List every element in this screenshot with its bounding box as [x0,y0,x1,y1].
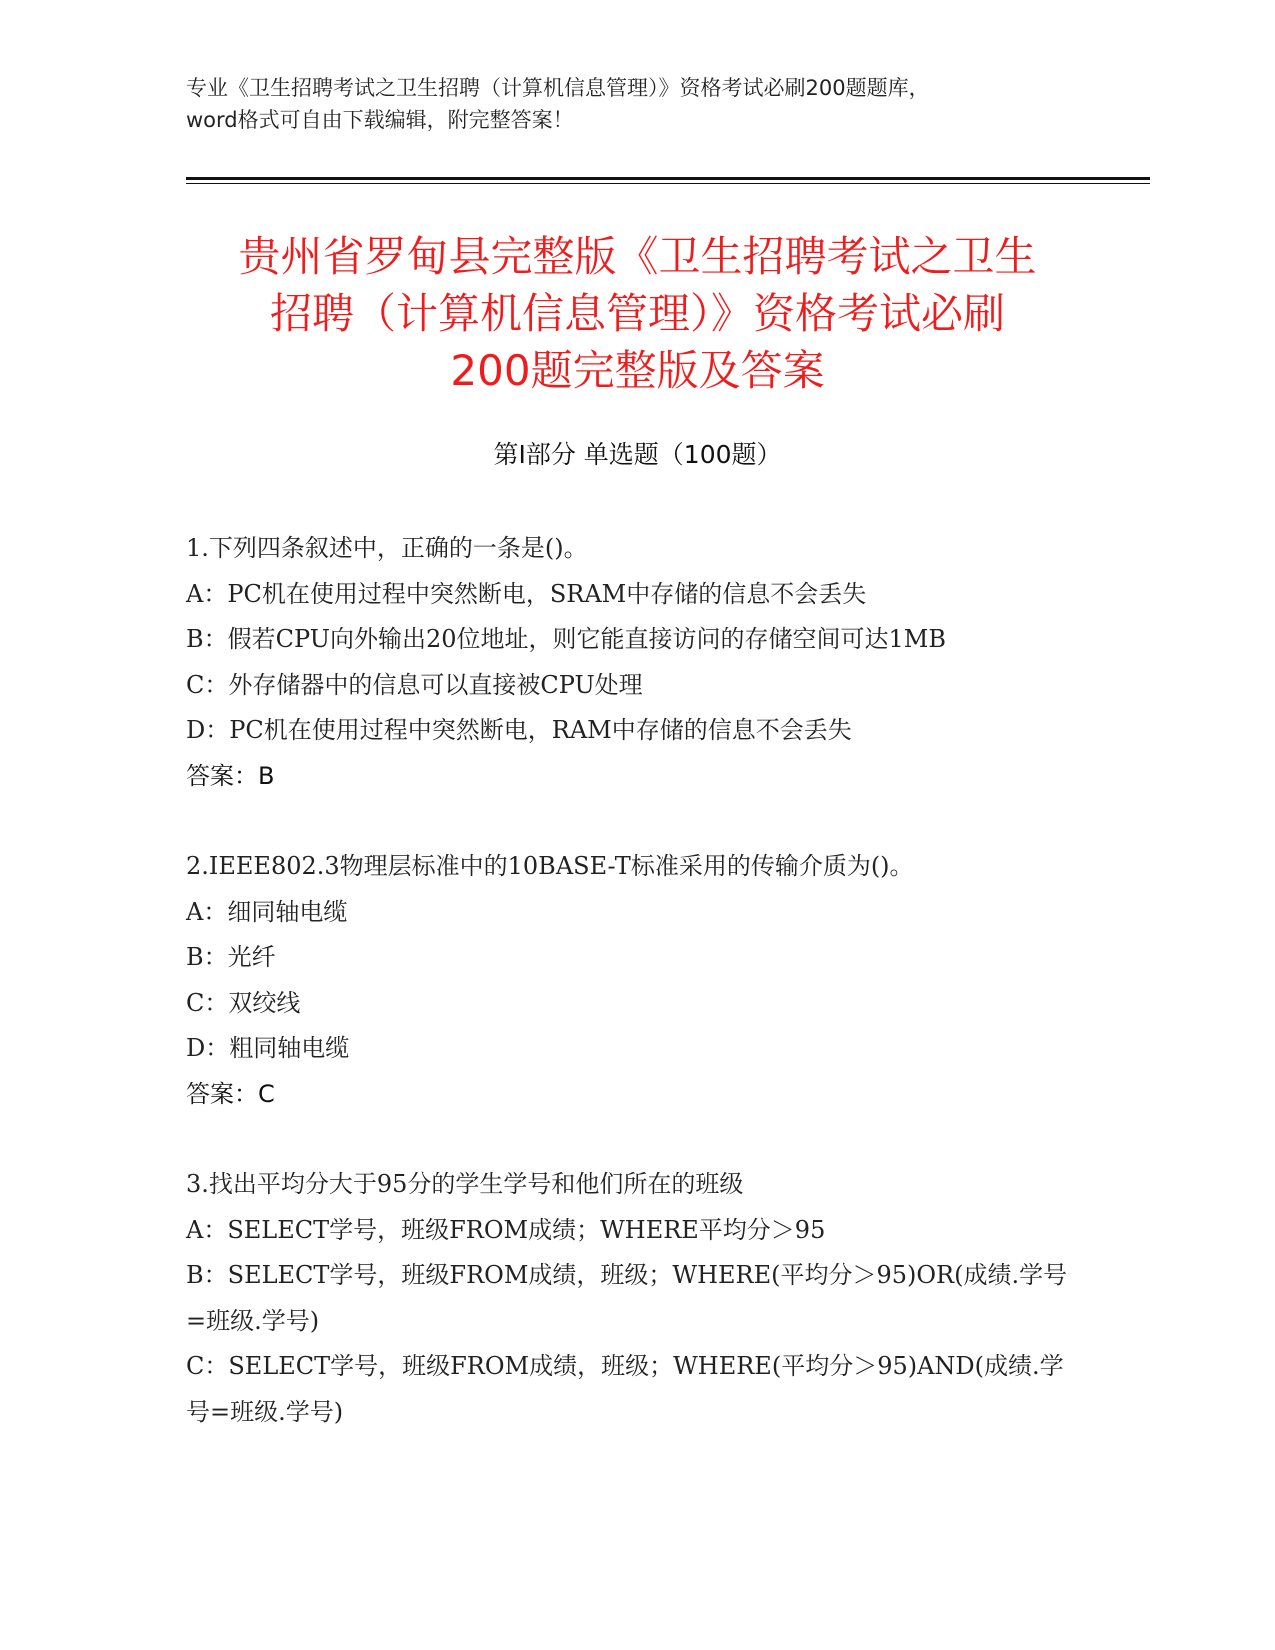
option-c: C：SELECT学号，班级FROM成绩，班级；WHERE(平均分＞95)AND(成绩.学号=班级.学号) [186,1352,1064,1426]
section-heading: 第I部分 单选题（100题） [493,440,782,469]
header-note-line-2: word格式可自由下载编辑，附完整答案！ [186,108,574,132]
header-rule-thick [186,177,1150,180]
title-line-2: 招聘（计算机信息管理）》资格考试必刷 [269,289,1005,338]
option-b: B：SELECT学号，班级FROM成绩，班级；WHERE(平均分＞95)OR(成绩.学号=班级.学号) [186,1261,1068,1335]
option-d: D：PC机在使用过程中突然断电，RAM中存储的信息不会丢失 [186,716,852,744]
option-d: D：粗同轴电缆 [186,1034,350,1062]
question-1 [186,526,1086,799]
title-line-3: 200题完整版及答案 [450,346,825,395]
option-a: A：PC机在使用过程中突然断电，SRAM中存储的信息不会丢失 [186,579,867,608]
answer-label: 答案：C [186,1079,275,1108]
document-title [150,228,1125,399]
question-2 [186,844,1086,1117]
option-a: A：细同轴电缆 [186,897,348,926]
header-note [186,72,1106,136]
option-b: B：假若CPU向外输出20位地址，则它能直接访问的存储空间可达1MB [186,625,946,653]
question-stem: 3.找出平均分大于95分的学生学号和他们所在的班级 [186,1170,744,1198]
question-3 [186,1162,1086,1435]
question-list [186,526,1086,1480]
header-rule-thin [186,183,1150,184]
option-b: B：光纤 [186,943,276,971]
question-stem: 2.IEEE802.3物理层标准中的10BASE-T标准采用的传输介质为()。 [186,852,914,880]
option-c: C：双绞线 [186,988,301,1017]
question-stem: 1.下列四条叙述中，正确的一条是()。 [186,534,588,562]
header-note-line-1: 专业《卫生招聘考试之卫生招聘（计算机信息管理）》资格考试必刷200题题库， [186,76,930,100]
option-c: C：外存储器中的信息可以直接被CPU处理 [186,670,643,699]
option-a: A：SELECT学号，班级FROM成绩；WHERE平均分＞95 [186,1215,826,1244]
title-line-1: 贵州省罗甸县完整版《卫生招聘考试之卫生 [238,232,1037,281]
answer-label: 答案：B [186,761,275,790]
